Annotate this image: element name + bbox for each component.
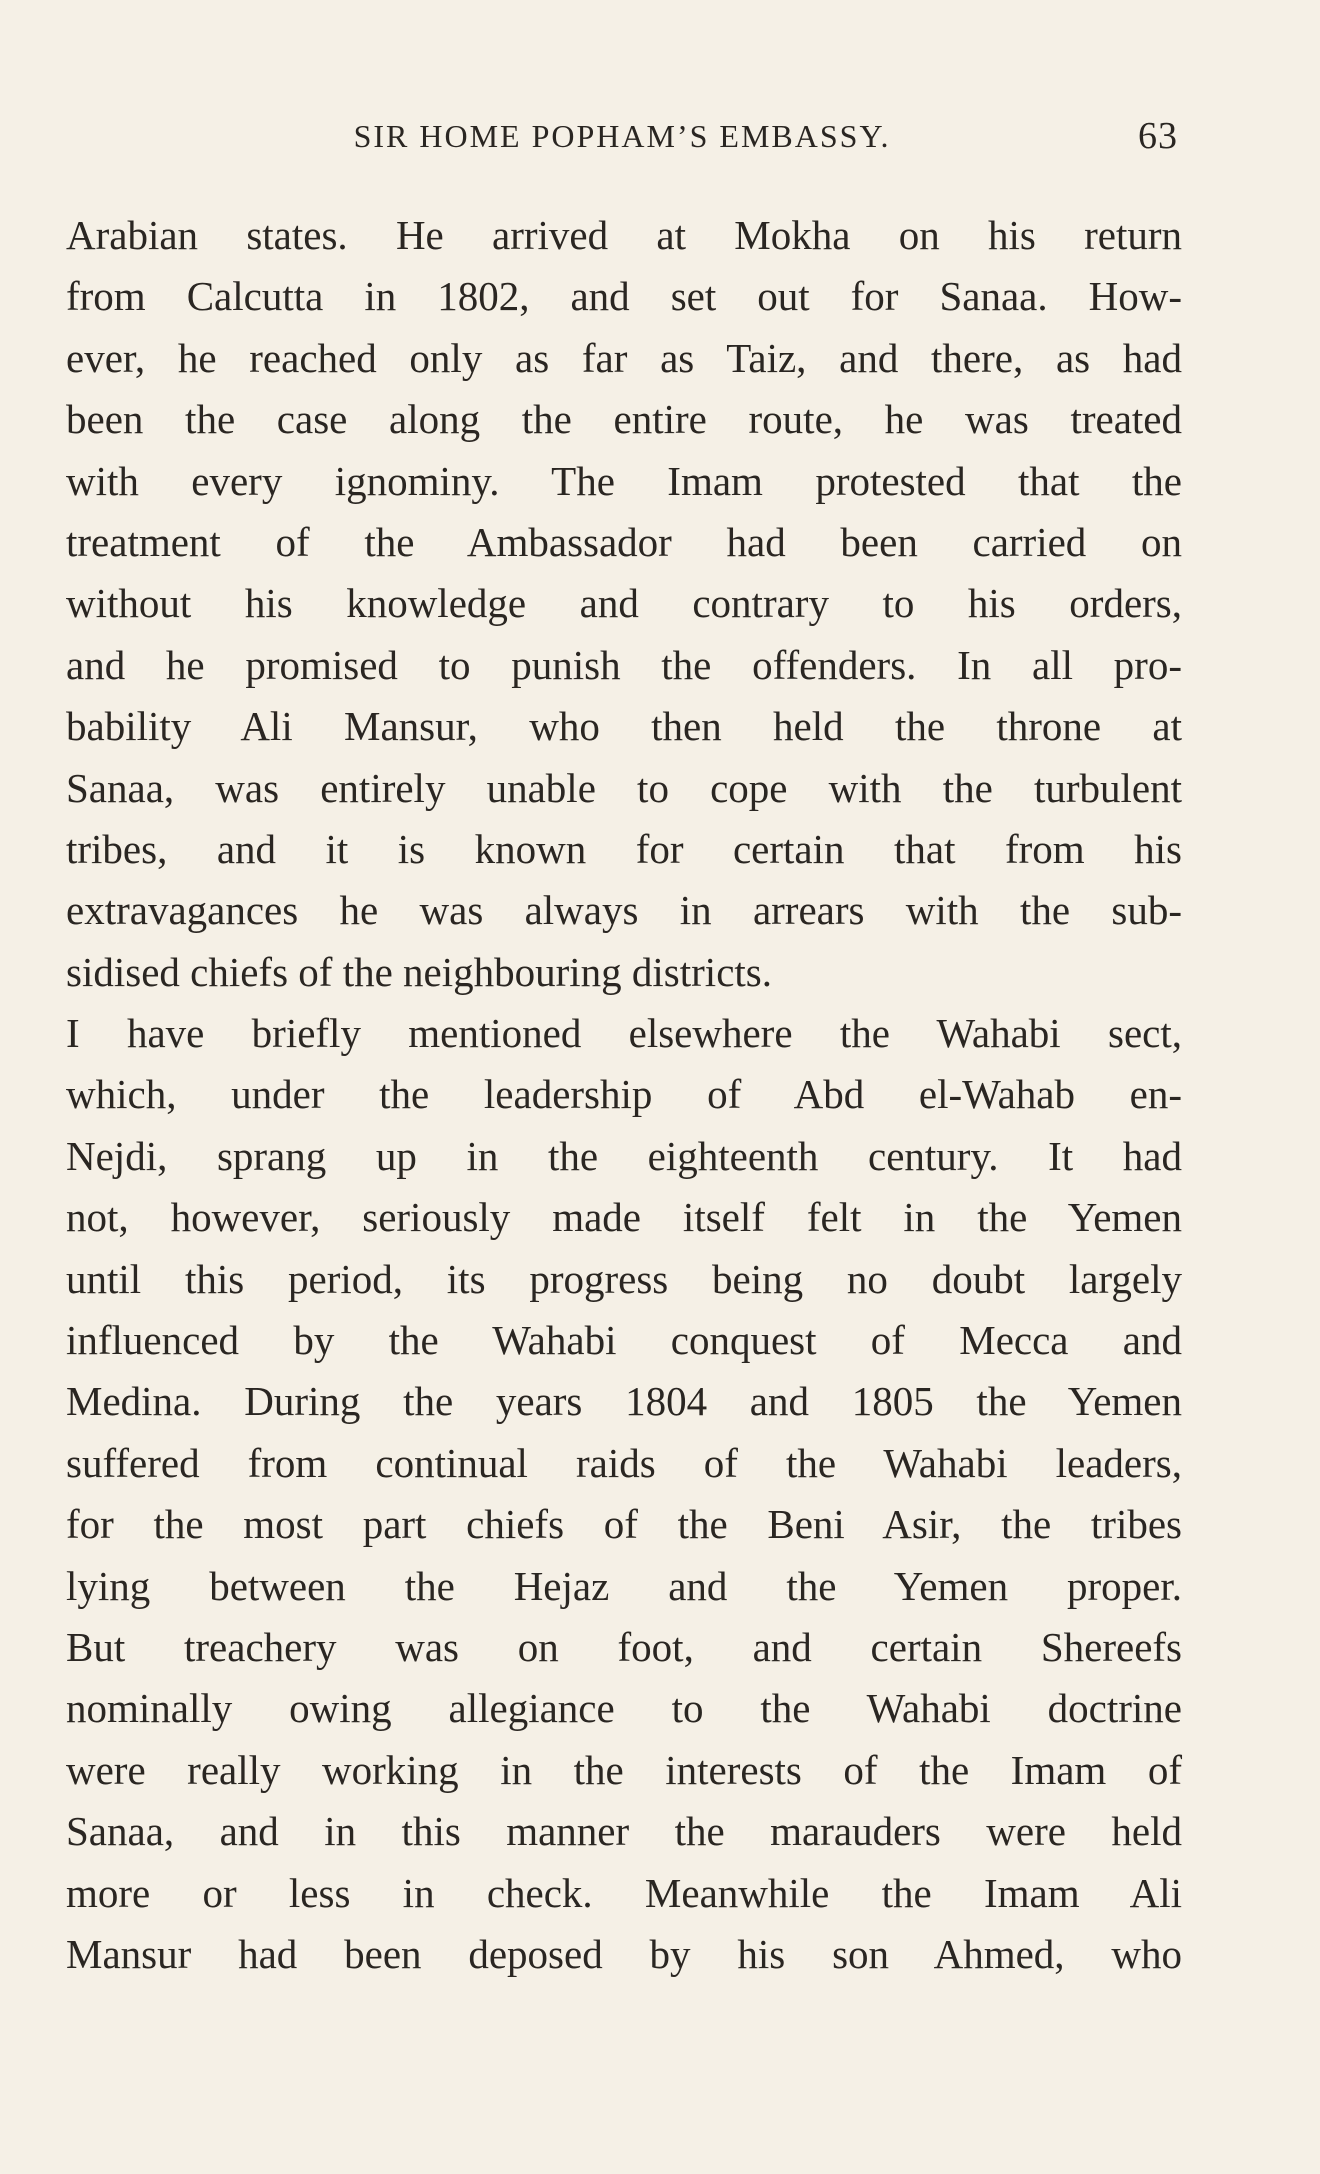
paragraph-start-line: I have briefly mentioned elsewhere the Wahabi sect, (66, 1010, 1182, 1057)
text-line: tribes, and it is known for certain that from his (66, 825, 1182, 872)
page-number: 63 (1138, 115, 1178, 157)
text-line: Arabian states. He arrived at Mokha on his return (66, 212, 1182, 258)
text-line: for the most part chiefs of the Beni Asir, the tribes (66, 1501, 1182, 1548)
text-line: sidised chiefs of the neighbouring districts. (66, 948, 772, 995)
text-line: But treachery was on foot, and certain Shereefs (66, 1623, 1182, 1670)
text-line: without his knowledge and contrary to his orders, (66, 580, 1182, 627)
running-head (66, 112, 1178, 168)
text-line: extravagances he was always in arrears with the sub- (66, 887, 1182, 934)
text-line: were really working in the interests of the Imam of (66, 1746, 1182, 1793)
text-line: until this period, its progress being no doubt largely (66, 1255, 1182, 1302)
text-line: nominally owing allegiance to the Wahabi doctrine (66, 1685, 1182, 1732)
text-line: Sanaa, and in this manner the marauders were held (66, 1808, 1182, 1855)
text-line: lying between the Hejaz and the Yemen proper. (66, 1562, 1182, 1609)
text-line: bability Ali Mansur, who then held the throne at (66, 703, 1182, 750)
text-line: with every ignominy. The Imam protested that the (66, 457, 1182, 504)
text-line: and he promised to punish the offenders. In all pro- (66, 641, 1182, 688)
text-line: suffered from continual raids of the Wahabi leaders, (66, 1439, 1182, 1486)
text-line: treatment of the Ambassador had been carried on (66, 518, 1182, 565)
text-line: not, however, seriously made itself felt in the Yemen (66, 1194, 1182, 1241)
text-line: from Calcutta in 1802, and set out for Sanaa. How- (66, 273, 1182, 320)
text-line: influenced by the Wahabi conquest of Mecca and (66, 1317, 1182, 1364)
body-text (66, 205, 1182, 1985)
running-title: SIR HOME POPHAM’S EMBASSY. (353, 118, 891, 154)
text-line: more or less in check. Meanwhile the Imam Ali (66, 1869, 1182, 1916)
text-line: been the case along the entire route, he was treated (66, 396, 1182, 443)
text-line: ever, he reached only as far as Taiz, and there, as had (66, 334, 1182, 381)
text-line: Mansur had been deposed by his son Ahmed, who (66, 1930, 1182, 1977)
text-line: Nejdi, sprang up in the eighteenth century. It had (66, 1132, 1182, 1179)
text-line: which, under the leadership of Abd el-Wahab en- (66, 1071, 1182, 1118)
text-line: Medina. During the years 1804 and 1805 the Yemen (66, 1378, 1182, 1425)
text-line: Sanaa, was entirely unable to cope with the turbulent (66, 764, 1182, 811)
